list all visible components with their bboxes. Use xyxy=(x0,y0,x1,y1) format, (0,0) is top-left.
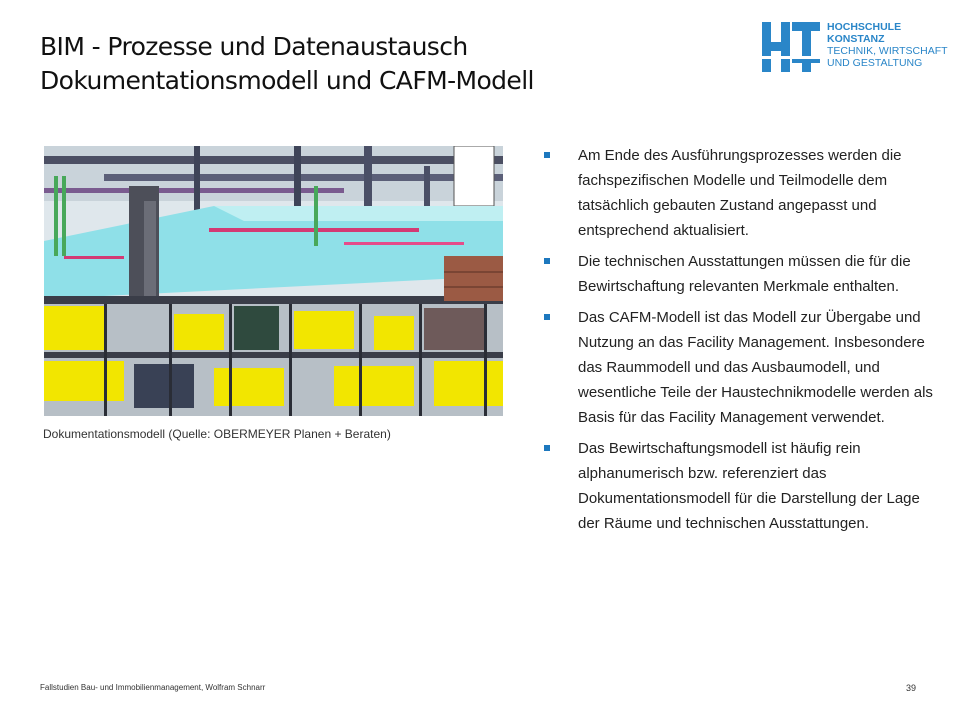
university-logo xyxy=(760,20,950,76)
footer-text: Fallstudien Bau- und Immobilienmanagement, Wolfram Schnarr xyxy=(40,683,266,692)
title-line-2: Dokumentationsmodell und CAFM-Modell xyxy=(40,66,534,95)
bullet-text: Am Ende des Ausführungsprozesses werden die fachspezifischen Modelle und Teilmodelle dem tatsächlich gebauten Zustand angepasst und entsprechend aktualisiert. xyxy=(578,147,902,239)
bullet-list xyxy=(540,143,940,542)
building-model-image xyxy=(44,146,503,416)
logo-line-3: TECHNIK, WIRTSCHAFT xyxy=(827,45,948,57)
bullet-item xyxy=(540,436,940,536)
bullet-square-icon xyxy=(544,314,550,320)
logo-line-2: KONSTANZ xyxy=(827,33,885,45)
bullet-item xyxy=(540,305,940,430)
bullet-square-icon xyxy=(544,258,550,264)
logo-text xyxy=(827,21,948,69)
bullet-text: Das CAFM-Modell ist das Modell zur Übergabe und Nutzung an das Facility Management. Insbesondere das Raummodell und das Ausbaumodell, und wesentliche Teile der Haustechnikmodelle werden als Basis für das Facility Management verwendet. xyxy=(578,309,933,426)
logo-line-1: HOCHSCHULE xyxy=(827,21,902,33)
bullet-item xyxy=(540,143,940,243)
bullet-text: Die technischen Ausstattungen müssen die für die Bewirtschaftung relevanten Merkmale enthalten. xyxy=(578,253,911,295)
bullet-item xyxy=(540,249,940,299)
logo-line-4: UND GESTALTUNG xyxy=(827,57,923,69)
title-line-1: BIM - Prozesse und Datenaustausch xyxy=(40,32,468,61)
bullet-square-icon xyxy=(544,152,550,158)
htwg-logo-icon xyxy=(760,20,822,74)
bullet-square-icon xyxy=(544,445,550,451)
bullet-text: Das Bewirtschaftungsmodell ist häufig rein alphanumerisch bzw. referenziert das Dokumentationsmodell für die Darstellung der Lage der Räume und technischen Ausstattungen. xyxy=(578,440,920,532)
page-number: 39 xyxy=(906,683,917,693)
slide-title xyxy=(40,30,534,98)
building-model-illustration xyxy=(44,146,503,416)
figure-caption: Dokumentationsmodell (Quelle: OBERMEYER Planen + Beraten) xyxy=(43,427,391,441)
